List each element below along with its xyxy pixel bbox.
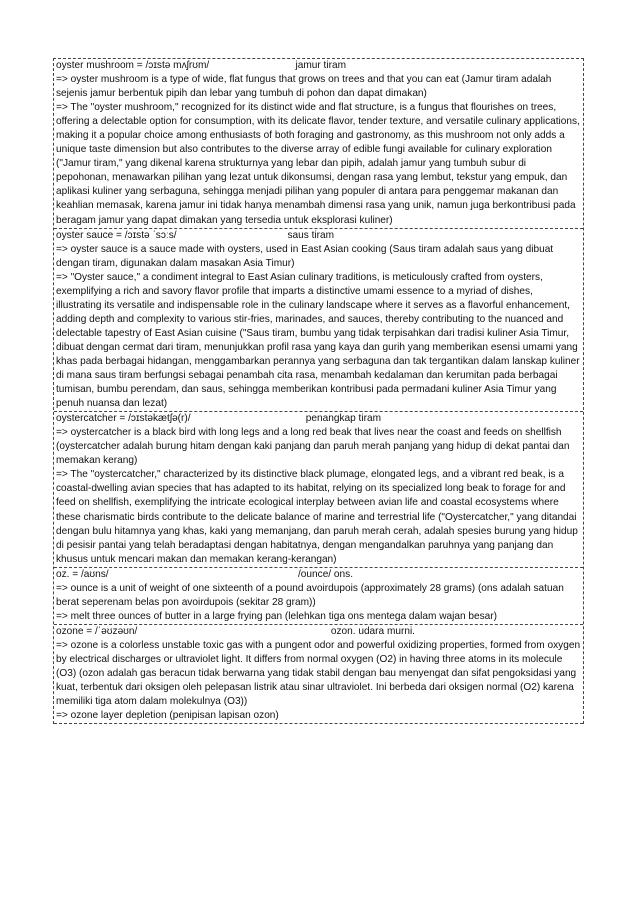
entry-example: => "Oyster sauce," a condiment integral to East Asian culinary traditions, is meticulously crafted from oysters, exemplifying a rich and savory flavor profile that imparts a distinctive umami essence to a myriad of dishes, illustrating its versatile and indispensable role in the culinary landscape where it serves as a flavorful enhancement, adding depth and complexity to various stir-fries, marinades, and sauces, thereby contributing to the nuanced and delectable tapestry of East Asian cuisine ("Saus tiram, bumbu yang tidak terpisahkan dari tradisi kuliner Asia Timur, dibuat dengan cermat dari tiram, menunjukkan profil rasa yang kaya dan gurih yang memberikan esensi umami yang khas pada berbagai hidangan, menggambarkan perannya yang serbaguna dan tak tergantikan dalam lanskap kuliner di mana saus tiram berfungsi sebagai penambah cita rasa, menambah kedalaman dan kerumitan pada berbagai tumisan, bumbu perendam, dan saus, sehingga memberikan kontribusi pada permadani kuliner Asia Timur yang penuh nuansa dan lezat): [56, 271, 580, 410]
dictionary-page: [53, 58, 584, 724]
entry-definition: => ozone is a colorless unstable toxic gas with a pungent odor and powerful oxidizing properties, formed from oxygen by electrical discharges or ultraviolet light. It differs from normal oxygen (O2) in having three atoms in its molecule (O3) (ozon adalah gas beracun tidak berwarna yang tidak stabil dengan bau menyengat dan sifat pengoksidasi yang kuat, terbentuk dari oksigen oleh pelepasan listrik atau sinar ultraviolet. Ini berbeda dari oksigen normal (O2) karena memiliki tiga atom dalam molekulnya (O3)): [56, 639, 581, 708]
dictionary-entry: [54, 59, 583, 229]
entry-definition: => oyster mushroom is a type of wide, flat fungus that grows on trees and that you can eat (Jamur tiram adalah sejenis jamur berbentuk pipih dan lebar yang tumbuh di pohon dan dapat dimakan): [56, 74, 552, 100]
entry-headword: [56, 625, 581, 639]
entry-headword: [56, 568, 581, 582]
entry-term: oz. = /aʊns/: [56, 568, 109, 580]
entry-example: => The "oystercatcher," characterized by its distinctive black plumage, elongated legs, and a vibrant red beak, is a coastal-dwelling avian species that has adapted to its habitat, relying on its specialized long beak to forage for and feed on shellfish, exemplifying the intricate ecological interplay between avian life and coastal ecosystems where these charismatic birds contribute to the delicate balance of marine and terrestrial life ("Oystercatcher," yang ditandai dengan bulu hitamnya yang khas, kaki yang memanjang, dan paruh merah cerah, adalah spesies burung yang hidup di pesisir pantai yang telah beradaptasi dengan habitatnya, dengan mengandalkan paruhnya yang panjang dan khusus untuk mencari makan dan memakan kerang-kerangan): [56, 469, 578, 565]
dictionary-entry: [54, 568, 583, 625]
entry-example: => The "oyster mushroom," recognized for its distinct wide and flat structure, is a fungus that flourishes on trees, offering a delectable option for consumption, with its delicate flavor, tender texture, and versatile culinary applications, making it a popular choice among enthusiasts of both foraging and gastronomy, as this mushroom not only adds a unique taste dimension but also contributes to the diverse array of edible fungi available for culinary exploration ("Jamur tiram," yang dikenal karena strukturnya yang lebar dan pipih, adalah jamur yang tumbuh subur di pepohonan, menawarkan pilihan yang lezat untuk dikonsumsi, dengan rasa yang lembut, tekstur yang empuk, dan aplikasi kuliner yang serbaguna, sehingga menjadi pilihan yang populer di antara para penggemar makanan dan keahlian memasak, karena jamur ini tidak hanya menambah dimensi rasa yang unik, namun juga berkontribusi pada beragam jamur yang dapat dimakan yang tersedia untuk eksplorasi kuliner): [56, 102, 580, 226]
entry-translation: saus tiram: [287, 229, 334, 241]
entry-translation: penangkap tiram: [305, 413, 381, 425]
entry-term: ozone = /ˈəʊzəʊn/: [56, 625, 138, 637]
entry-definition: => oystercatcher is a black bird with long legs and a long red beak that lives near the coast and feeds on shellfish (oystercatcher adalah burung hitam dengan kaki panjang dan paruh merah panjang yang hidup di dekat pantai dan memakan kerang): [56, 427, 570, 467]
dictionary-entry: [54, 229, 583, 413]
entry-translation: /ounce/ ons.: [298, 568, 353, 580]
entry-example: => ozone layer depletion (penipisan lapisan ozon): [56, 710, 279, 722]
entry-definition: => oyster sauce is a sauce made with oysters, used in East Asian cooking (Saus tiram adalah saus yang dibuat dengan tiram, digunakan dalam masakan Asia Timur): [56, 243, 554, 269]
entry-headword: [56, 59, 581, 73]
dictionary-entry: [54, 412, 583, 568]
entry-definition: => ounce is a unit of weight of one sixteenth of a pound avoirdupois (approximately 28 grams) (ons adalah satuan berat seperenam belas pon avoirdupois (sekitar 28 gram)): [56, 582, 564, 608]
dictionary-entry: [54, 625, 583, 724]
entry-term: oyster sauce = /ɔɪstə ˈsɔːs/: [56, 229, 177, 241]
entry-translation: jamur tiram: [295, 60, 346, 71]
entry-headword: [56, 412, 581, 426]
entry-term: oyster mushroom = /ɔɪstə mʌʃrʊm/: [56, 60, 210, 71]
entry-headword: [56, 229, 581, 243]
entry-example: => melt three ounces of butter in a large frying pan (lelehkan tiga ons mentega dalam wajan besar): [56, 610, 498, 622]
entry-translation: ozon. udara murni.: [330, 625, 415, 637]
entry-term: oystercatcher = /ɔɪstəkætʃə(r)/: [56, 413, 191, 425]
